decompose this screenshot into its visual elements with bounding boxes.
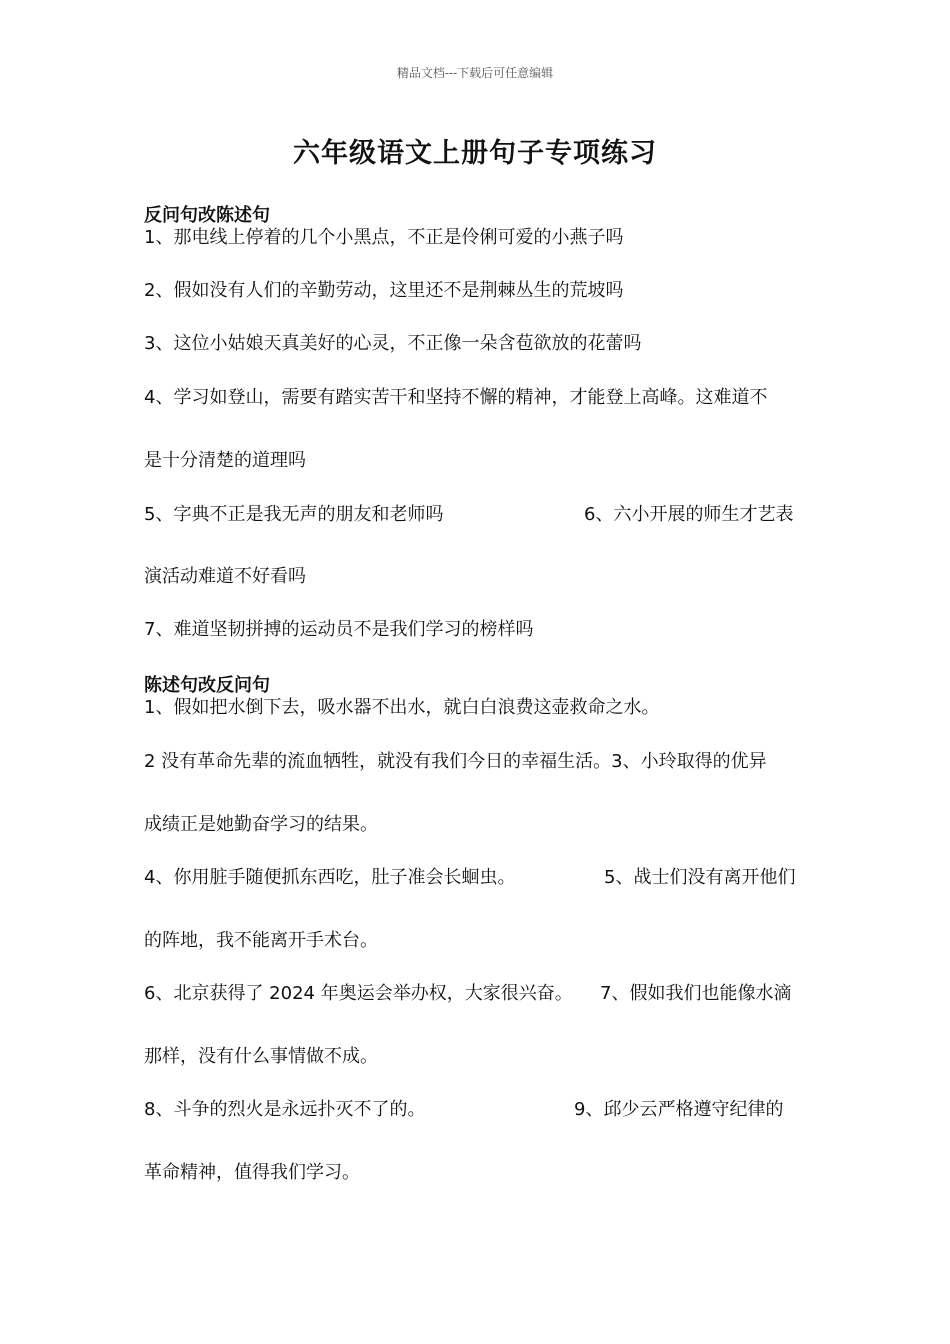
exercise-line: 1、那电线上停着的几个小黑点，不正是伶俐可爱的小燕子吗 bbox=[144, 227, 624, 248]
exercise-line: 那样，没有什么事情做不成。 bbox=[144, 1046, 378, 1067]
exercise-item: 5、战士们没有离开他们 bbox=[604, 867, 796, 888]
exercise-line: 1、假如把水倒下去，吸水器不出水，就白白浪费这壶救命之水。 bbox=[144, 697, 660, 718]
exercise-item: 6、六小开展的师生才艺表 bbox=[584, 504, 794, 525]
exercise-line: 是十分清楚的道理吗 bbox=[144, 450, 306, 471]
exercise-item: 9、邱少云严格遵守纪律的 bbox=[574, 1099, 784, 1120]
exercise-line bbox=[144, 866, 824, 890]
section-heading-declarative-to-rhetorical: 陈述句改反问句 bbox=[144, 675, 270, 696]
exercise-line bbox=[144, 1098, 824, 1122]
exercise-line: 2 没有革命先辈的流血牺牲，就没有我们今日的幸福生活。3、小玲取得的优异 bbox=[144, 751, 767, 772]
exercise-item: 6、北京获得了 2024 年奥运会举办权，大家很兴奋。 bbox=[144, 983, 573, 1004]
exercise-line: 演活动难道不好看吗 bbox=[144, 566, 306, 587]
exercise-item: 4、你用脏手随便抓东西吃，肚子准会长蛔虫。 bbox=[144, 867, 516, 888]
exercise-item: 5、字典不正是我无声的朋友和老师吗 bbox=[144, 504, 444, 525]
exercise-line bbox=[144, 982, 824, 1006]
section-heading-rhetorical-to-declarative: 反问句改陈述句 bbox=[144, 205, 270, 226]
exercise-line: 4、学习如登山，需要有踏实苦干和坚持不懈的精神，才能登上高峰。这难道不 bbox=[144, 387, 768, 408]
exercise-line: 的阵地，我不能离开手术台。 bbox=[144, 930, 378, 951]
exercise-line: 成绩正是她勤奋学习的结果。 bbox=[144, 814, 378, 835]
exercise-item: 8、斗争的烈火是永远扑灭不了的。 bbox=[144, 1099, 426, 1120]
exercise-line: 3、这位小姑娘天真美好的心灵，不正像一朵含苞欲放的花蕾吗 bbox=[144, 333, 642, 354]
page-title: 六年级语文上册句子专项练习 bbox=[293, 138, 657, 169]
exercise-line bbox=[144, 503, 824, 527]
exercise-item: 7、假如我们也能像水滴 bbox=[600, 983, 792, 1004]
exercise-line: 2、假如没有人们的辛勤劳动，这里还不是荆棘丛生的荒坡吗 bbox=[144, 280, 624, 301]
exercise-line: 7、难道坚韧拼搏的运动员不是我们学习的榜样吗 bbox=[144, 619, 534, 640]
exercise-line: 革命精神，值得我们学习。 bbox=[144, 1162, 360, 1183]
page-header: 精品文档---下载后可任意编辑 bbox=[396, 66, 554, 80]
